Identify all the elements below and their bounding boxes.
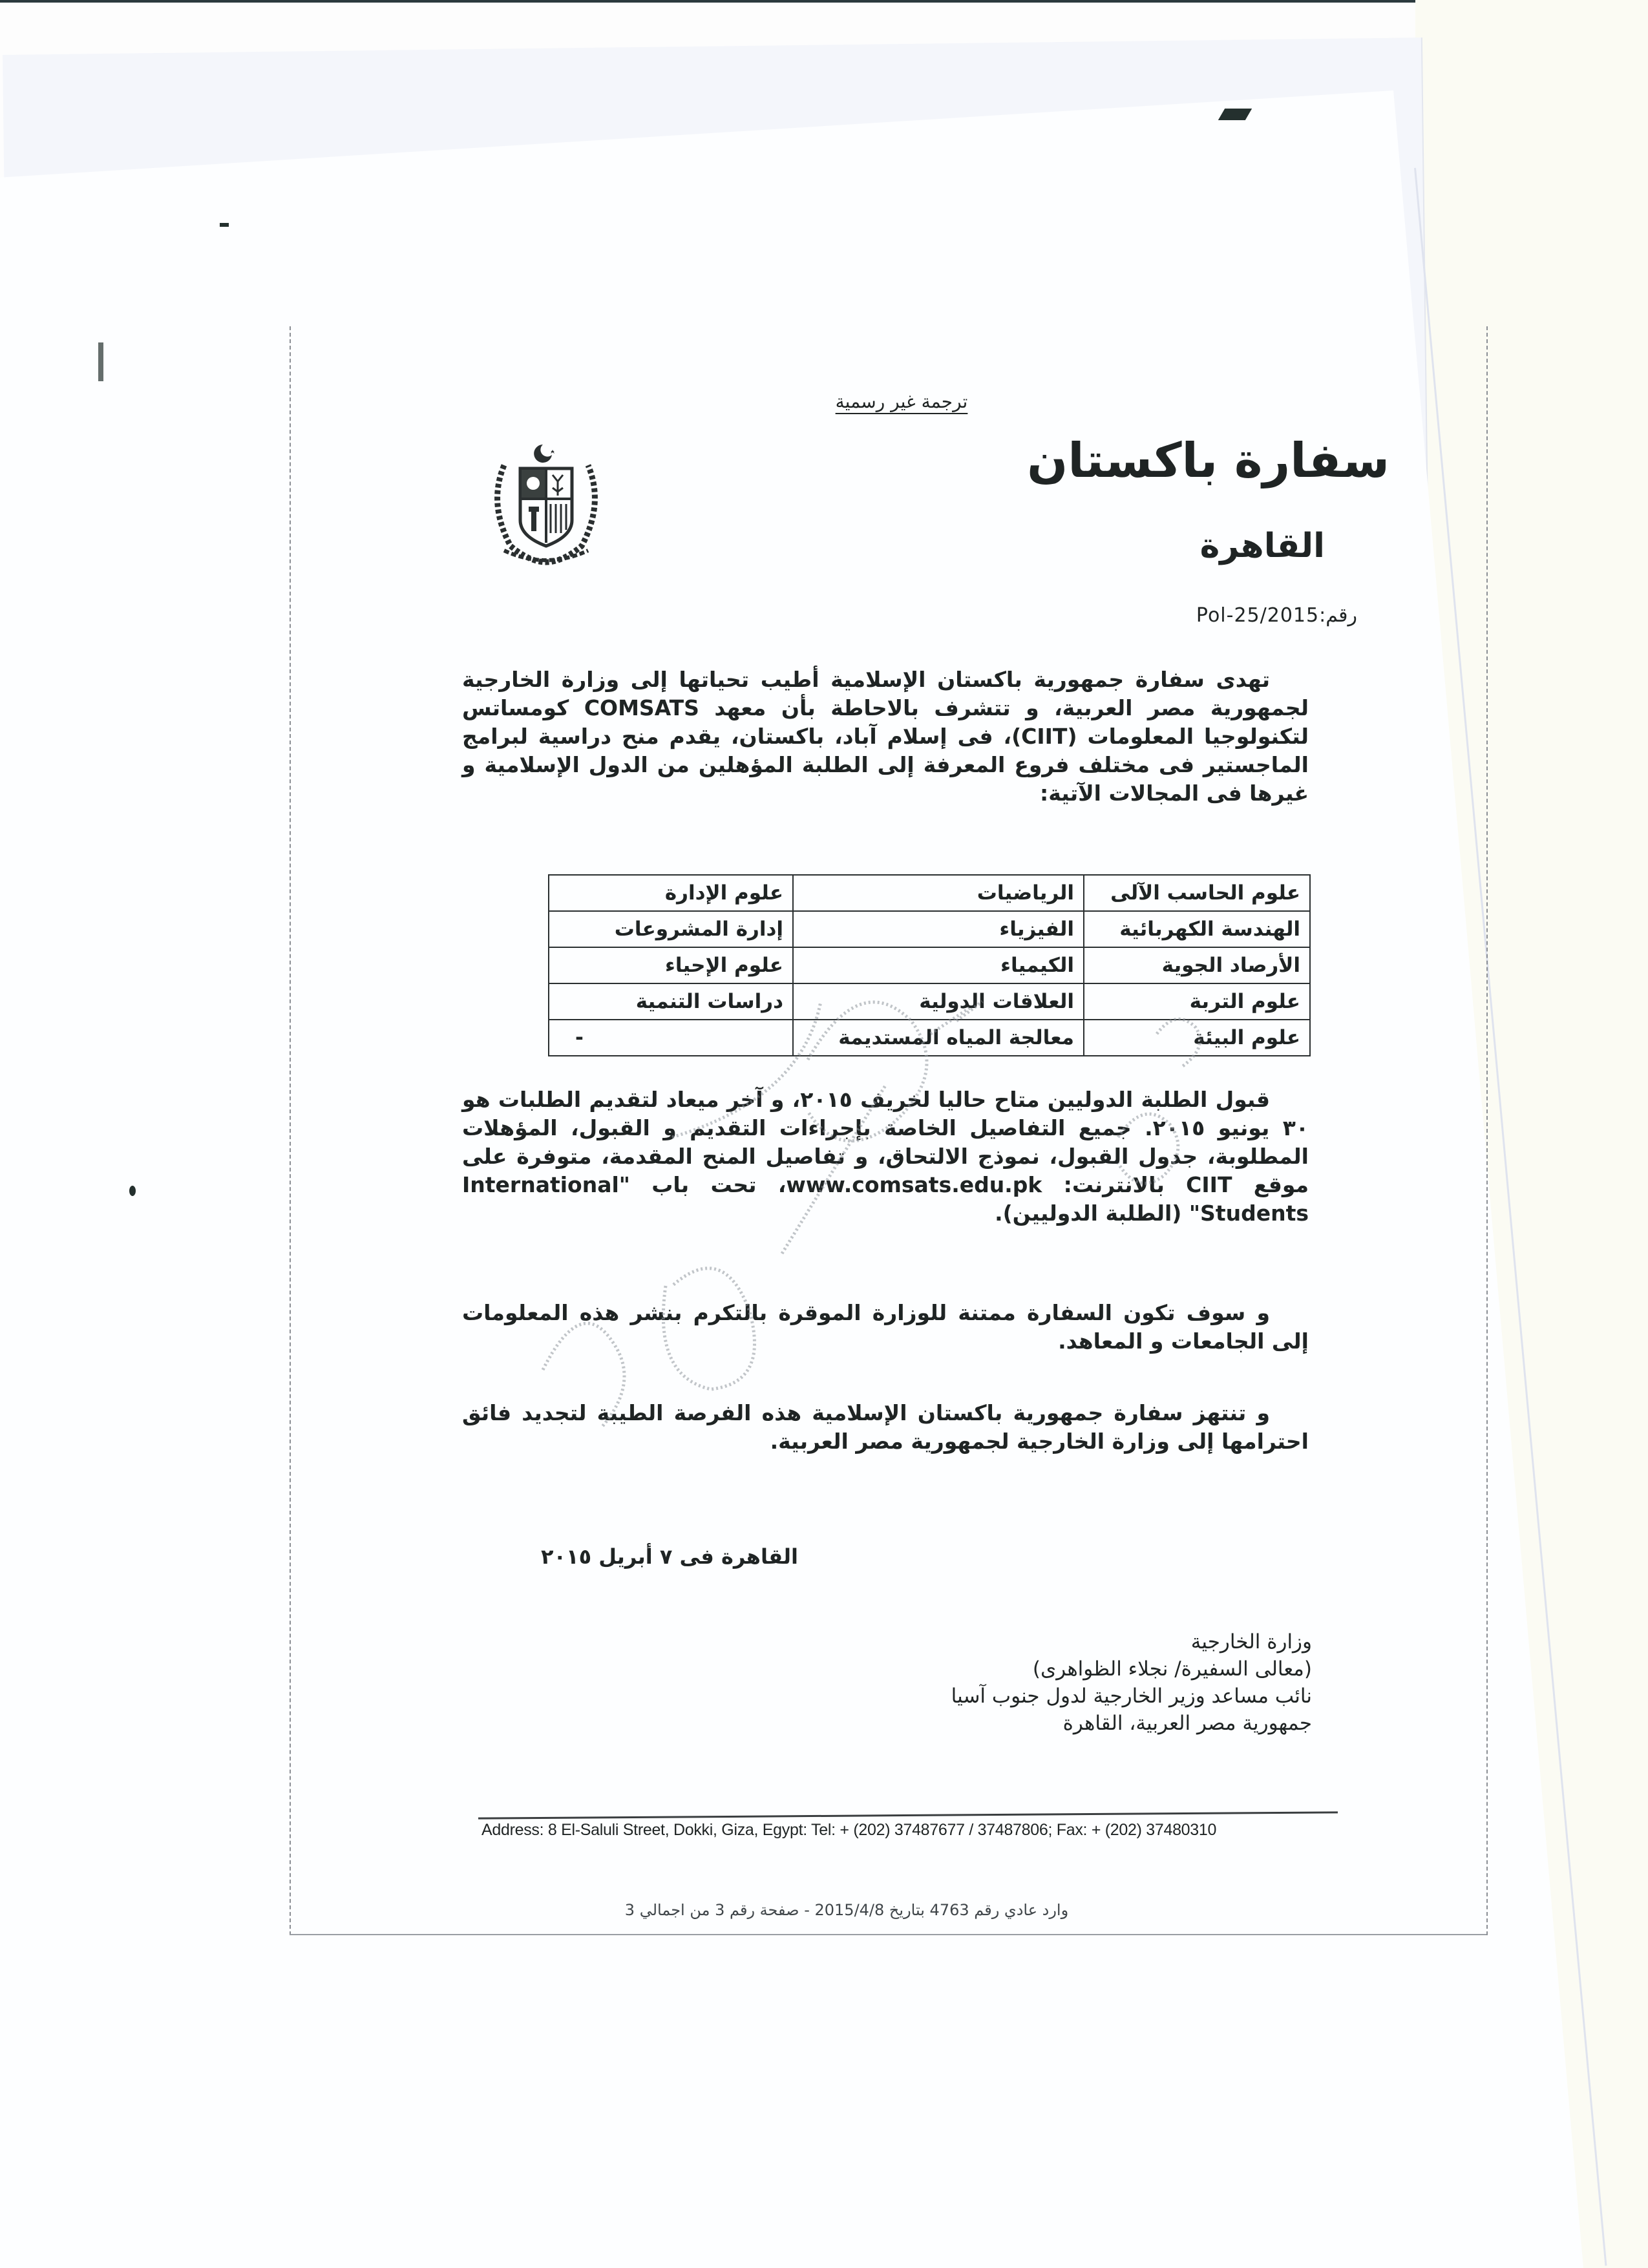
- scanner-edge: [0, 0, 1648, 3]
- table-cell: الرياضيات: [793, 875, 1084, 911]
- paragraph-text: تهدى سفارة جمهورية باكستان الإسلامية أطيب تحياتها إلى وزارة الخارجية لجمهورية مصر العربية، و تتشرف بالاحاطة بأن معهد COMSATS كومساتس لتكنولوجيا المعلومات (CIIT)، فى إسلام آباد، باكستان، يقدم منح دراسية لبرامج الماجستير فى مختلف فروع المعرفة إلى الطلبة المؤهلين من الدول الإسلامية و غيرها فى المجالات الآتية:: [462, 667, 1309, 806]
- addressee-line: جمهورية مصر العربية، القاهرة: [1062, 1712, 1312, 1735]
- scan-mark: [220, 223, 229, 227]
- addressee-line: (معالى السفيرة/ نجلاء الظواهرى): [1032, 1657, 1312, 1681]
- table-cell: الأرصاد الجوية: [1084, 947, 1310, 983]
- table-cell: علوم الحاسب الآلى: [1084, 875, 1310, 911]
- table-cell: معالجة المياه المستديمة: [793, 1020, 1084, 1056]
- addressee-line: نائب مساعد وزير الخارجية لدول جنوب آسيا: [951, 1685, 1312, 1708]
- table-cell: دراسات التنمية: [549, 983, 793, 1020]
- paragraph-text: و سوف تكون السفارة ممتنة للوزارة الموقرة بالتكرم بنشر هذه المعلومات إلى الجامعات و المعاهد.: [462, 1300, 1309, 1354]
- addressee-block: [860, 1628, 1312, 1737]
- table-cell: العلاقات الدولية: [793, 983, 1084, 1020]
- paragraph-text: قبول الطلبة الدوليين متاح حاليا لخريف ٢٠١٥، و آخر ميعاد لتقديم الطلبات هو ٣٠ يونيو ٢٠١٥. جميع التفاصيل الخاصة بإجراءات التقديم و القبول، المؤهلات المطلوبة، جدول القبول، نموذج الالتحاق، و تفاصيل المنح المقدمة، متوفرة على موقع CIIT بالانترنت: www.comsats.edu.pk، تحت باب "International Students" (الطلبة الدوليين).: [462, 1087, 1309, 1226]
- table-row: [549, 1020, 1310, 1056]
- table-cell: الهندسة الكهربائية: [1084, 911, 1310, 947]
- table-cell: الفيزياء: [793, 911, 1084, 947]
- table-row: [549, 911, 1310, 947]
- addressee-line: وزارة الخارجية: [1190, 1630, 1312, 1654]
- table-cell: علوم البيئة: [1084, 1020, 1310, 1056]
- reference-value: Pol-25/2015: [1196, 604, 1320, 627]
- table-row: [549, 875, 1310, 911]
- table-row: [549, 947, 1310, 983]
- reference-label: رقم:: [1319, 604, 1357, 627]
- body-paragraph-4: [462, 1399, 1309, 1456]
- embassy-title: سفارة باكستان: [1027, 433, 1389, 488]
- table-cell: علوم التربة: [1084, 983, 1310, 1020]
- table-cell: علوم الإحياء: [549, 947, 793, 983]
- table-cell: الكيمياء: [793, 947, 1084, 983]
- embassy-city: القاهرة: [1199, 527, 1325, 565]
- table-cell: -: [549, 1020, 793, 1056]
- footer-address: Address: 8 El-Saluli Street, Dokki, Giza, Egypt: Tel: + (202) 37487677 / 37487806; Fax: + (202) 37480310: [481, 1821, 1217, 1839]
- body-paragraph-1: [462, 666, 1309, 808]
- pakistan-state-emblem-icon: [478, 439, 614, 569]
- table-cell: إدارة المشروعات: [549, 911, 793, 947]
- unofficial-translation-label: ترجمة غير رسمية: [835, 391, 968, 412]
- table-cell: علوم الإدارة: [549, 875, 793, 911]
- date-line: القاهرة فى ٧ أبريل ٢٠١٥: [540, 1544, 798, 1569]
- paragraph-text: و تنتهز سفارة جمهورية باكستان الإسلامية هذه الفرصة الطيبة لتجديد فائق احترامها إلى وزارة الخارجية لجمهورية مصر العربية.: [462, 1400, 1309, 1454]
- page-bottom-border: [290, 1934, 1486, 1935]
- scan-mark: [98, 342, 103, 381]
- reference-number: [1099, 604, 1357, 627]
- inbound-registry-note: وارد عادي رقم 4763 بتاريخ 2015/4/8 - صفحة رقم 3 من اجمالي 3: [624, 1901, 1069, 1919]
- body-paragraph-3: [462, 1299, 1309, 1356]
- scan-mark: [129, 1186, 136, 1196]
- study-fields-table: [548, 874, 1311, 1056]
- body-paragraph-2: [462, 1086, 1309, 1228]
- table-row: [549, 983, 1310, 1020]
